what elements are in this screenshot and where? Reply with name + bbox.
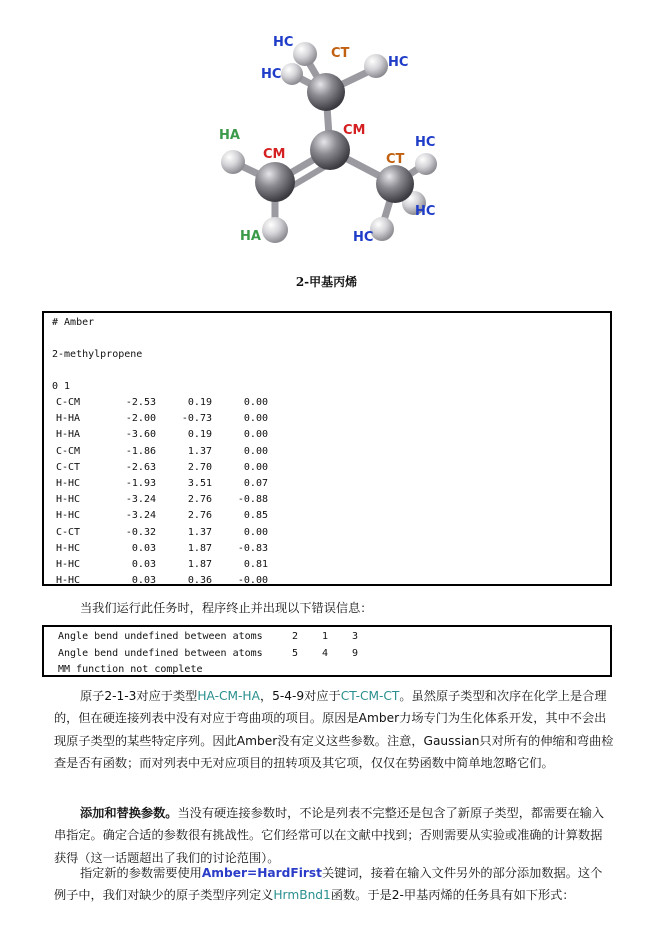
charge-mult-line: 0 1 [52,381,71,392]
y-coordinate: -0.73 [181,413,212,425]
z-coordinate: 0.85 [243,510,268,522]
y-coordinate: 1.37 [187,445,212,457]
x-coordinate: -2.53 [125,397,156,408]
atom-label: H-HA [56,413,81,425]
x-coordinate: -3.24 [125,510,156,522]
keyword-amber-hardfirst: Amber=HardFirst [201,866,322,880]
para1-text-1: 原子2-1-3对应于类型 [80,689,198,703]
error-message: Angle bend undefined between atoms [58,647,263,659]
para1-text-3: 。虽然原子类型和次序在化学上是合理的，但在硬连接列表中没有对应于弯曲项的项目。原因是Amber力场专门为生化体系开发，其中不会出现原子类型的某些特定序列。因此Amber没有定义这些参数。注意，Gaussian只对所有的伸缩和弯曲检查是否有函数；而对列表中无对应项目的扭转项及其它项，仅仅在势函数中简单地忽略它们。 [54,689,614,771]
atom-label-ct: CT [331,46,350,61]
z-coordinate: 0.81 [243,558,268,570]
atom-label: H-HC [56,542,81,554]
x-coordinate: 0.03 [131,542,156,554]
x-coordinate: -3.24 [125,494,156,506]
atom-label-hc: HC [353,230,374,245]
atom-label-cm: CM [263,147,286,162]
error-output-box [42,625,612,677]
atom-index: 5 [291,647,299,659]
title-line: 2-methylpropene [52,349,143,360]
atom-index: 9 [351,647,359,659]
atom-label: H-HC [56,477,81,489]
error-line [44,646,610,663]
atom-type-sequence-1: HA-CM-HA [197,689,260,703]
x-coordinate: -3.60 [125,429,156,441]
atom-row [44,460,610,476]
z-coordinate: 0.00 [243,526,268,538]
atom-index: 2 [291,631,299,642]
para3-text-2: 关键词，接着在输入文件另外的部分添加数据。这个例子中，我们对缺少的原子类型序列定义 [54,866,603,903]
atom-label: C-CT [56,526,81,538]
atom-label-hc: HC [415,135,436,150]
atom-label-hc: HC [388,55,409,70]
atom-label: H-HC [56,575,81,587]
atom-index: 3 [351,631,359,642]
atom-row [44,476,610,492]
atom-row [44,395,610,411]
route-line: # Amber [52,317,95,328]
x-coordinate: 0.03 [131,575,156,587]
x-coordinate: -2.00 [125,413,156,425]
error-message: Angle bend undefined between atoms [58,631,263,642]
para3-text-3: 函数。于是2-甲基丙烯的任务具有如下形式： [330,888,575,903]
geometry-block [44,395,610,589]
atom-label-cm: CM [343,123,366,138]
y-coordinate: 2.70 [187,461,212,473]
blank-line [44,331,610,347]
atom-label: C-CT [56,461,81,473]
z-coordinate: 0.00 [243,413,268,425]
atom-row [44,492,610,508]
y-coordinate: 2.76 [187,510,212,522]
atom-row [44,508,610,524]
carbon-atoms [255,73,414,203]
atom-label-ha: HA [240,229,261,244]
atom-row [44,541,610,557]
x-coordinate: -1.93 [125,477,156,489]
atom-label: H-HC [56,558,81,570]
atom-row [44,573,610,589]
error-final-line: MM function not complete [58,664,203,675]
z-coordinate: 0.00 [243,397,268,408]
x-coordinate: 0.03 [131,558,156,570]
atom-label-hc: HC [273,35,294,50]
y-coordinate: 2.76 [187,494,212,506]
atom-index: 4 [321,647,329,659]
figure-caption: 2-甲基丙烯 [295,275,358,289]
para1-text-2: ，5-4-9对应于 [259,689,341,703]
atom-label: H-HA [56,429,81,441]
y-coordinate: 3.51 [187,477,212,489]
para3-text-1: 指定新的参数需要使用 [80,866,202,880]
z-coordinate: 0.00 [243,429,268,441]
y-coordinate: 1.87 [187,558,212,570]
function-name: HrmBnd1 [273,888,331,903]
atom-index: 1 [321,631,329,642]
atom-label-ha: HA [219,128,240,143]
atom-label: C-CM [56,397,81,408]
atom-row [44,427,610,443]
blank-line [44,363,610,379]
atom-label: H-HC [56,494,81,506]
z-coordinate: -0.83 [237,542,268,554]
atom-row [44,525,610,541]
atom-label: H-HC [56,510,81,522]
x-coordinate: -1.86 [125,445,156,457]
y-coordinate: 0.19 [187,397,212,408]
error-line [44,629,610,646]
paragraph-2 [54,802,614,869]
atom-label-hc: HC [261,67,282,82]
atom-label-hc: HC [415,204,436,219]
z-coordinate: -0.00 [237,575,268,587]
error-lines [44,629,610,662]
atom-row [44,557,610,573]
y-coordinate: 0.19 [187,429,212,441]
atom-row [44,411,610,427]
para2-body: 当没有硬连接参数时，不论是列表不完整还是包含了新原子类型，都需要在输入串指定。确定合适的参数很有挑战性。它们经常可以在文献中找到；否则需要从实验或准确的计算数据获得（这一话题超出了我们的讨论范围）。 [54,806,605,865]
atom-label: C-CM [56,445,81,457]
y-coordinate: 1.87 [187,542,212,554]
y-coordinate: 1.37 [187,526,212,538]
z-coordinate: 0.07 [243,477,268,489]
z-coordinate: 0.00 [243,445,268,457]
x-coordinate: -2.63 [125,461,156,473]
atom-label-ct: CT [386,152,405,167]
section-heading: 添加和替换参数。 [80,806,178,820]
atom-row [44,444,610,460]
molecule-model [200,22,450,252]
z-coordinate: 0.00 [243,461,268,473]
paragraph-1 [54,685,614,775]
paragraph-3 [54,862,614,907]
atom-type-sequence-2: CT-CM-CT [340,689,400,703]
z-coordinate: -0.88 [237,494,268,506]
y-coordinate: 0.36 [187,575,212,587]
x-coordinate: -0.32 [125,526,156,538]
intro-sentence: 当我们运行此任务时，程序终止并出现以下错误信息： [80,601,373,615]
molecule-figure [200,22,450,252]
input-file-box [42,311,612,586]
